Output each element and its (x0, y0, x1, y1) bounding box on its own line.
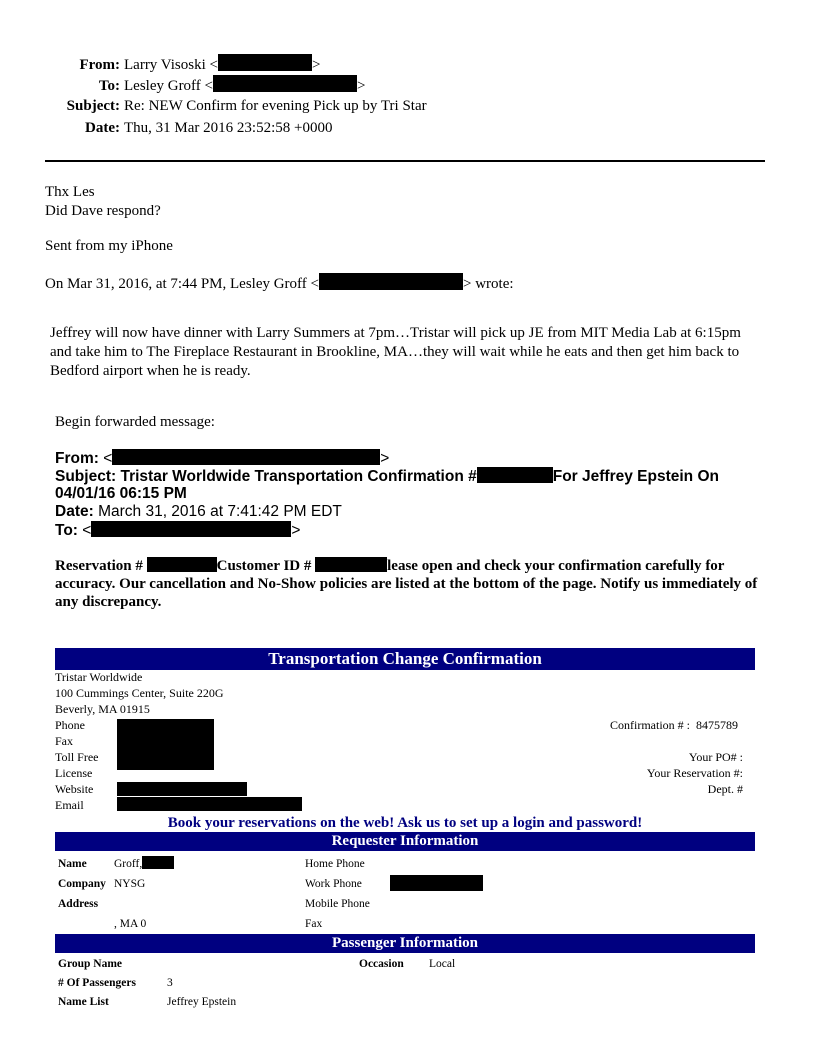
redaction-box (142, 856, 174, 869)
confirmation-number-label: Confirmation # : (610, 718, 690, 732)
reservation-prefix: Reservation # (55, 558, 143, 574)
requester-banner: Requester Information (55, 832, 755, 851)
requester-company-value: NYSG (114, 878, 146, 890)
home-phone-label: Home Phone (305, 858, 365, 870)
name-list-label: Name List (58, 996, 109, 1008)
forwarded-from-row (55, 449, 389, 468)
reply-line-2: Did Dave respond? (45, 203, 161, 219)
occasion-label: Occasion (359, 958, 404, 970)
quote-attribution (45, 273, 514, 294)
forwarded-subject-row (55, 467, 719, 486)
passenger-banner: Passenger Information (55, 934, 755, 953)
requester-address-label: Address (58, 898, 99, 910)
fax-label: Fax (55, 734, 73, 748)
fwd-date-label: Date: (55, 503, 94, 520)
redaction-box (147, 557, 217, 572)
redaction-box (477, 467, 553, 483)
redaction-box (112, 449, 380, 465)
email-label: Email (55, 798, 84, 812)
begin-forwarded: Begin forwarded message: (55, 414, 215, 430)
to-label: To: (98, 78, 120, 94)
redaction-box (218, 54, 312, 71)
requester-name-value (114, 856, 174, 872)
header-divider (45, 160, 765, 162)
web-booking-promo: Book your reservations on the web! Ask us to set up a login and password! (167, 815, 643, 831)
occasion-value: Local (429, 958, 456, 970)
customer-id-label: Customer ID # (216, 558, 312, 574)
fwd-from-close: > (380, 450, 390, 467)
date-label: Date: (85, 120, 120, 136)
fwd-to-open: < (82, 522, 92, 539)
from-close: > (311, 57, 321, 73)
requester-name: Groff, (114, 858, 143, 870)
from-value: Larry Visoski < (124, 57, 218, 73)
mobile-phone-label: Mobile Phone (305, 898, 370, 910)
company-name: Tristar Worldwide (55, 670, 143, 684)
quote-suffix: > wrote: (462, 276, 514, 292)
quoted-paragraph: Jeffrey will now have dinner with Larry Summers at 7pm…Tristar will pick up JE from MIT Media Lab at 6:15pm and take him to The Fireplace Restaurant in Brookline, MA…they will wait while he eats and then get him back to Bedford airport when he is ready. (50, 325, 741, 379)
reply-signature: Sent from my iPhone (45, 238, 173, 254)
subject-label: Subject: (66, 98, 120, 114)
work-phone-label: Work Phone (305, 878, 362, 890)
redaction-box (91, 521, 291, 537)
dept-label: Dept. # (707, 782, 743, 796)
fwd-subject-suffix: For Jeffrey Epstein On (552, 468, 719, 485)
forwarded-to-row (55, 521, 300, 540)
header-to-row (0, 75, 365, 96)
redaction-box (117, 719, 214, 770)
passenger-count-value: 3 (167, 977, 173, 989)
phone-label: Phone (55, 718, 85, 732)
fwd-to-label: To: (55, 522, 78, 539)
date-value: Thu, 31 Mar 2016 23:52:58 +0000 (124, 120, 333, 136)
po-label: Your PO# : (688, 750, 743, 764)
redaction-box (319, 273, 463, 290)
company-address-2: Beverly, MA 01915 (55, 702, 150, 716)
redaction-box (315, 557, 387, 572)
fwd-subject-prefix: Tristar Worldwide Transportation Confirmation # (120, 468, 477, 485)
fwd-to-close: > (291, 522, 301, 539)
confirmation-number-row (610, 717, 738, 733)
reservation-notice (55, 557, 760, 611)
requester-fax-label: Fax (305, 918, 323, 930)
redaction-box (390, 875, 483, 891)
forwarded-subject-line2 (55, 485, 187, 503)
fwd-subject-label: Subject: (55, 468, 117, 485)
header-date-row (0, 119, 332, 138)
confirmation-number: 8475789 (696, 718, 738, 732)
fwd-from-open: < (103, 450, 113, 467)
notice-lead: lease open and check your confirmation carefully (387, 558, 702, 574)
fwd-subject-line2: 04/01/16 06:15 PM (55, 485, 187, 502)
header-from-row (0, 54, 320, 75)
license-label: License (55, 766, 93, 780)
requester-company-label: Company (58, 878, 106, 890)
to-value: Lesley Groff < (124, 78, 213, 94)
redaction-box (117, 797, 302, 811)
notice-rest: for accuracy. Our cancellation and No-Show policies are listed at the bottom of the page. Notify us immediately of any discrepancy. (55, 558, 758, 610)
name-list-value: Jeffrey Epstein (167, 996, 237, 1008)
quote-prefix: On Mar 31, 2016, at 7:44 PM, Lesley Groff < (45, 276, 319, 292)
passenger-count-label: # Of Passengers (58, 977, 136, 989)
reply-line-1: Thx Les (45, 184, 95, 200)
redaction-box (117, 782, 247, 796)
group-name-label: Group Name (58, 958, 122, 970)
requester-name-label: Name (58, 858, 87, 870)
forwarded-date-row (55, 503, 342, 521)
fwd-date-value: March 31, 2016 at 7:41:42 PM EDT (98, 503, 342, 520)
company-address-1: 100 Cummings Center, Suite 220G (55, 686, 224, 700)
fwd-from-label: From: (55, 450, 99, 467)
header-subject-row (0, 97, 427, 116)
website-label: Website (55, 782, 94, 796)
confirmation-title-banner: Transportation Change Confirmation (55, 648, 755, 670)
requester-address-value: , MA 0 (114, 918, 147, 930)
from-label: From: (79, 57, 120, 73)
your-reservation-label: Your Reservation #: (646, 766, 743, 780)
redaction-box (213, 75, 357, 92)
subject-value: Re: NEW Confirm for evening Pick up by Tri Star (124, 98, 427, 114)
tollfree-label: Toll Free (55, 750, 99, 764)
to-close: > (357, 78, 366, 94)
